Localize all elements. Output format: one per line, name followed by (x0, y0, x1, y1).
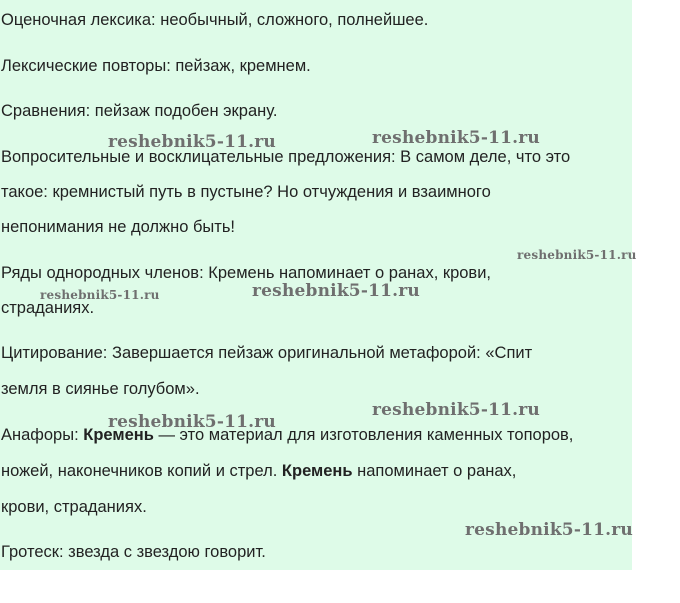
watermark: reshebnik5-11.ru (252, 281, 420, 301)
anaphora-text-2c: напоминает о ранах, (352, 462, 517, 480)
bold-word-flint: Кремень (83, 426, 154, 444)
text-line-questions-2: такое: кремнистый путь в пустыне? Но отчуждения и взаимного (1, 183, 491, 201)
text-line-homogeneous-1: Ряды однородных членов: Кремень напоминает о ранах, крови, (1, 264, 491, 282)
text-line-questions-1: Вопросительные и восклицательные предложения: В самом деле, что это (1, 148, 571, 166)
anaphora-text: — это материал для изготовления каменных топоров, (153, 426, 574, 444)
anaphora-text-2a: ножей, наконечников копий и стрел. (1, 462, 282, 480)
watermark: reshebnik5-11.ru (108, 412, 276, 432)
text-line-citation-1: Цитирование: Завершается пейзаж оригинальной метафорой: «Спит (1, 344, 533, 362)
watermark: reshebnik5-11.ru (465, 520, 633, 540)
text-line-anaphora-1 (1, 424, 573, 446)
watermark: reshebnik5-11.ru (40, 288, 160, 302)
watermark: reshebnik5-11.ru (372, 400, 540, 420)
text-line-citation-2: земля в сиянье голубом». (1, 380, 200, 398)
text-line-questions-3: непонимания не должно быть! (1, 218, 235, 236)
watermark: reshebnik5-11.ru (372, 128, 540, 148)
watermark: reshebnik5-11.ru (108, 132, 276, 152)
text-line-homogeneous-2: страданиях. (1, 299, 95, 317)
text-line-lexical-repetitions: Лексические повторы: пейзаж, кремнем. (1, 57, 311, 75)
watermark: reshebnik5-11.ru (517, 248, 637, 262)
text-line-comparisons: Сравнения: пейзаж подобен экрану. (1, 102, 278, 120)
bold-word-flint-2: Кремень (281, 462, 353, 480)
text-line-anaphora-3: крови, страданиях. (1, 498, 147, 516)
anaphora-label: Анафоры: (1, 426, 84, 444)
text-line-anaphora-2 (1, 460, 516, 482)
text-line-evaluative-vocabulary: Оценочная лексика: необычный, сложного, полнейшее. (1, 11, 429, 29)
text-line-grotesque: Гротеск: звезда с звездою говорит. (1, 543, 266, 561)
